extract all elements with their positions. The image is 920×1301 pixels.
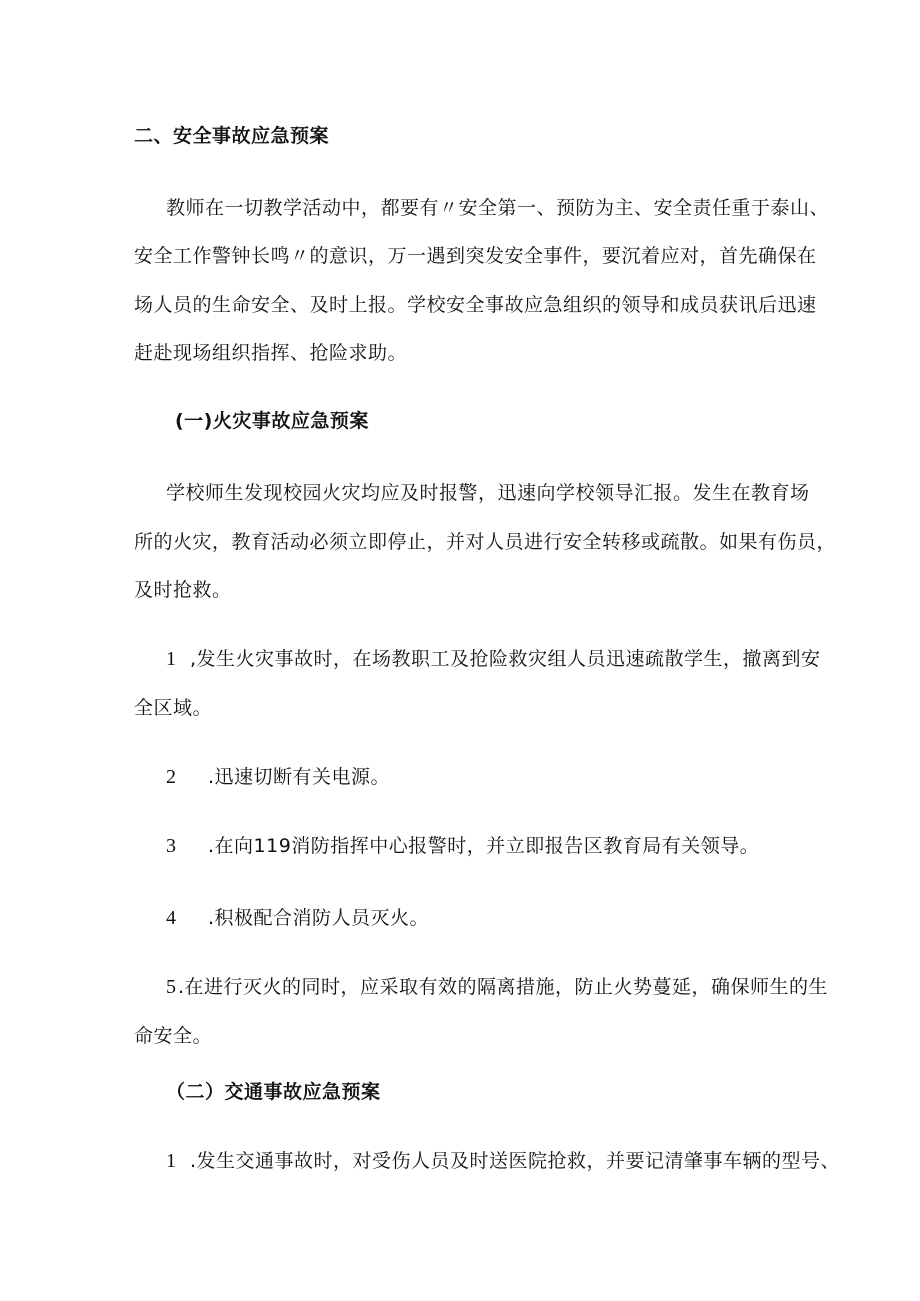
item-number: 5 — [166, 976, 177, 998]
intro-line-1: 教师在一切教学活动中，都要有〃安全第一、预防为主、安全责任重于泰山、 — [166, 197, 830, 219]
item-number: 1 — [166, 1150, 177, 1172]
item-text-line-2: 全区域。 — [134, 697, 213, 719]
item-number: 1 — [166, 648, 177, 670]
fire-para-line-3: 及时抢救。 — [134, 579, 232, 601]
intro-line-3: 场人员的生命安全、及时上报。学校安全事故应急组织的领导和成员获讯后迅速 — [134, 294, 817, 316]
item-text-line-1: .迅速切断有关电源。 — [208, 766, 391, 788]
item-text-line-1: .积极配合消防人员灭火。 — [208, 907, 430, 929]
item-text-line-1: .发生交通事故时，对受伤人员及时送医院抢救，并要记清肇事车辆的型号、 — [190, 1150, 841, 1172]
intro-line-4: 赶赴现场组织指挥、抢险求助。 — [134, 342, 408, 364]
item-number: 2 — [166, 766, 177, 788]
section-heading-emergency-plan: 二、安全事故应急预案 — [134, 125, 330, 147]
item-text-line-1: .在进行灭火的同时，应采取有效的隔离措施，防止火势蔓延，确保师生的生 — [178, 976, 829, 998]
item-text-line-1: ,发生火灾事故时，在场教职工及抢险救灾组人员迅速疏散学生，撤离到安 — [190, 648, 821, 670]
subsection-heading-fire: (一)火灾事故应急预案 — [175, 410, 369, 432]
item-number: 3 — [166, 835, 177, 857]
subsection-heading-traffic: （二）交通事故应急预案 — [166, 1081, 381, 1103]
item-text-line-2: 命安全。 — [134, 1025, 213, 1047]
item-text-line-1: .在向119消防指挥中心报警时，并立即报告区教育局有关领导。 — [208, 835, 760, 857]
fire-para-line-2: 所的火灾，教育活动必须立即停止，并对人员进行安全转移或疏散。如果有伤员， — [134, 531, 837, 553]
intro-line-2: 安全工作警钟长鸣〃的意识，万一遇到突发安全事件，要沉着应对，首先确保在 — [134, 245, 817, 267]
item-number: 4 — [166, 907, 177, 929]
fire-para-line-1: 学校师生发现校园火灾均应及时报警，迅速向学校领导汇报。发生在教育场 — [166, 482, 810, 504]
